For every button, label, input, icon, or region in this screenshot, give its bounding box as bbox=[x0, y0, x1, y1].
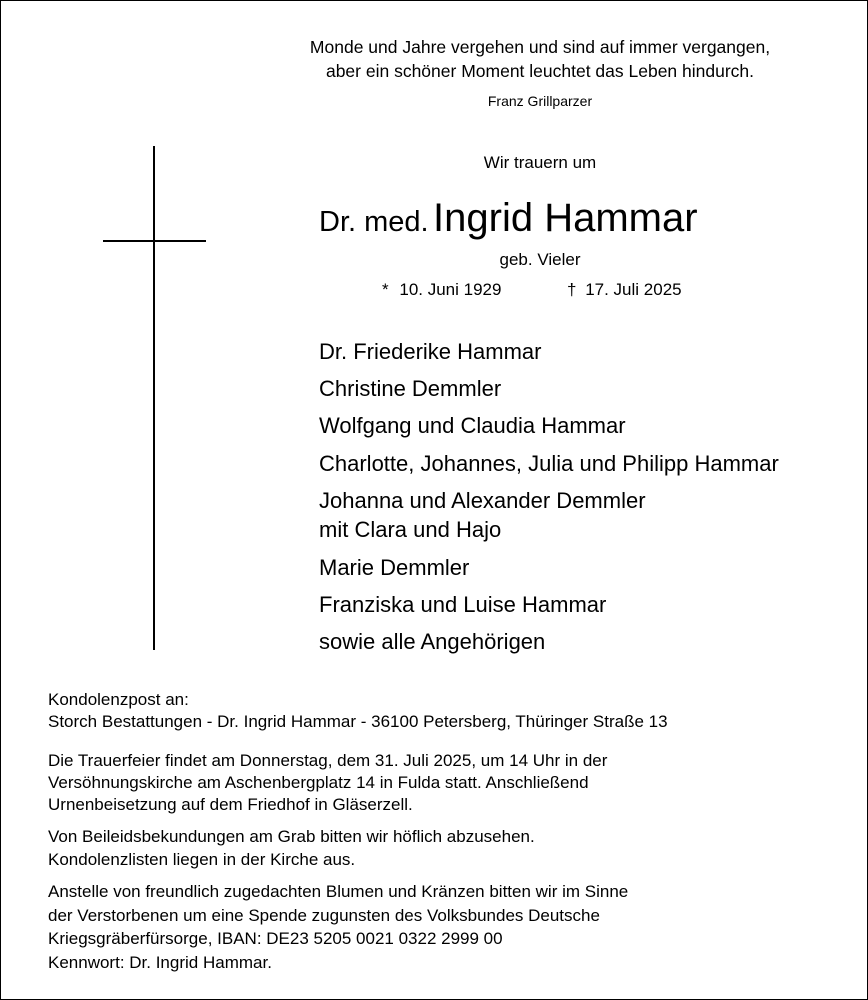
cross-icon-vertical bbox=[153, 146, 155, 650]
death-symbol: † bbox=[567, 280, 577, 299]
donation-line: Kriegsgräberfürsorge, IBAN: DE23 5205 0021 0322 2999 00 bbox=[48, 929, 503, 948]
death-date: 17. Juli 2025 bbox=[585, 280, 682, 299]
quote-author: Franz Grillparzer bbox=[487, 93, 593, 109]
mourner-item: Charlotte, Johannes, Julia und Philipp Hammar bbox=[319, 451, 779, 476]
condolence-note-line: Kondolenzlisten liegen in der Kirche aus. bbox=[48, 850, 356, 869]
mourner-item: Marie Demmler bbox=[319, 555, 470, 580]
mourner-item: Franziska und Luise Hammar bbox=[319, 592, 607, 617]
quote-line-1: Monde und Jahre vergehen und sind auf immer vergangen, bbox=[309, 37, 771, 57]
deceased-heading bbox=[319, 194, 698, 251]
deceased-title: Dr. med. bbox=[319, 206, 429, 238]
death-date-row bbox=[567, 279, 682, 301]
mourner-item: sowie alle Angehörigen bbox=[319, 629, 546, 654]
intro-text: Wir trauern um bbox=[483, 153, 597, 172]
mourner-item: Dr. Friederike Hammar bbox=[319, 339, 542, 364]
condolence-label: Kondolenzpost an: bbox=[48, 690, 189, 709]
mourner-item: Christine Demmler bbox=[319, 376, 502, 401]
birth-symbol: * bbox=[382, 280, 389, 299]
deceased-name: Ingrid Hammar bbox=[433, 196, 698, 240]
quote-line-2: aber ein schöner Moment leuchtet das Leben hindurch. bbox=[325, 61, 755, 81]
mourner-item: Johanna und Alexander Demmler bbox=[319, 488, 646, 513]
ceremony-line: Urnenbeisetzung auf dem Friedhof in Gläserzell. bbox=[48, 795, 413, 814]
ceremony-line: Die Trauerfeier findet am Donnerstag, dem 31. Juli 2025, um 14 Uhr in der bbox=[48, 751, 608, 770]
ceremony-line: Versöhnungskirche am Aschenbergplatz 14 in Fulda statt. Anschließend bbox=[48, 773, 589, 792]
donation-line: Anstelle von freundlich zugedachten Blumen und Kränzen bitten wir im Sinne bbox=[48, 882, 629, 901]
condolence-address: Storch Bestattungen - Dr. Ingrid Hammar - 36100 Petersberg, Thüringer Straße 13 bbox=[48, 712, 668, 731]
donation-line: Kennwort: Dr. Ingrid Hammar. bbox=[48, 953, 272, 972]
condolence-note-line: Von Beileidsbekundungen am Grab bitten wir höflich abzusehen. bbox=[48, 827, 535, 846]
donation-line: der Verstorbenen um eine Spende zugunsten des Volksbundes Deutsche bbox=[48, 906, 600, 925]
cross-icon-horizontal bbox=[103, 240, 206, 242]
mourner-item: mit Clara und Hajo bbox=[319, 517, 502, 542]
birth-date: 10. Juni 1929 bbox=[399, 280, 502, 299]
mourner-item: Wolfgang und Claudia Hammar bbox=[319, 413, 626, 438]
birth-date-row bbox=[382, 279, 501, 301]
birth-name: geb. Vieler bbox=[499, 250, 581, 269]
